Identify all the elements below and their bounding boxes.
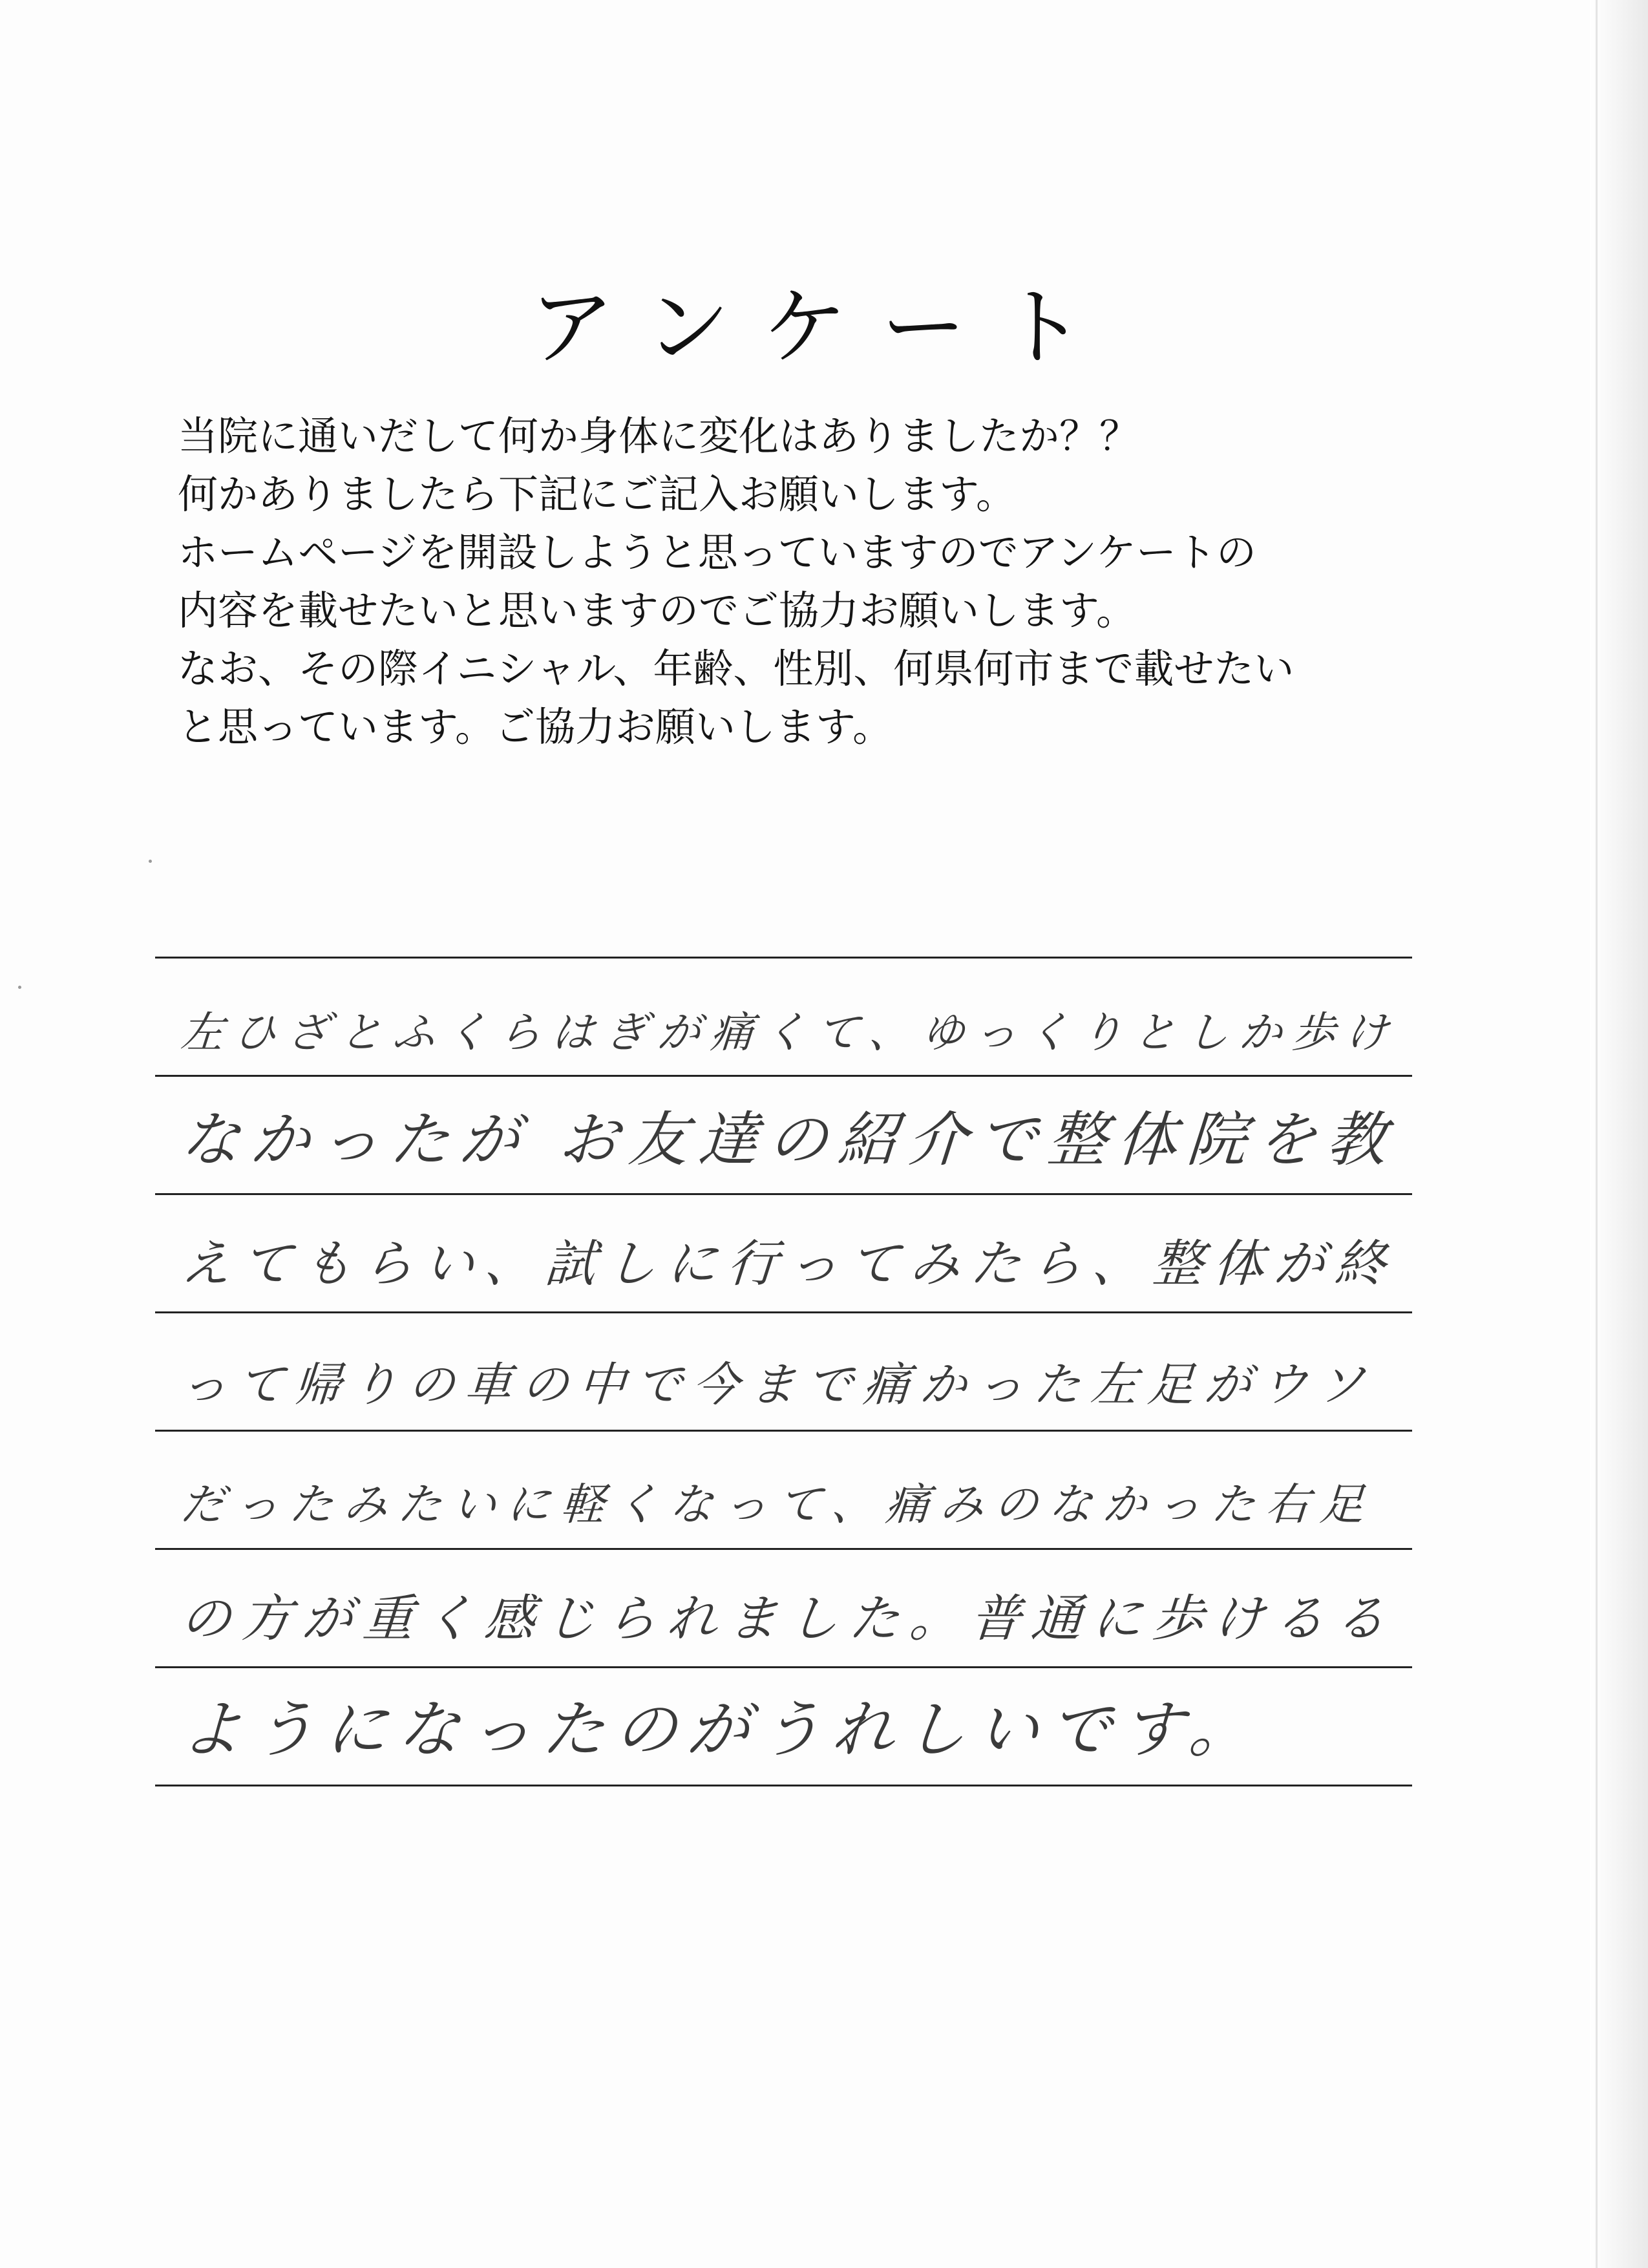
handwritten-text: の方が重く感じられました。普通に歩けるる bbox=[178, 1590, 1398, 1648]
scan-speck bbox=[18, 986, 21, 989]
handwritten-text: えてもらい、試しに行ってみたら、整体が終 bbox=[178, 1235, 1398, 1293]
answer-line bbox=[155, 959, 1412, 1077]
answer-line bbox=[155, 1077, 1412, 1195]
handwritten-text: だったみたいに軽くなって、痛みのなかった右足 bbox=[178, 1479, 1376, 1531]
intro-line: と思っています。ご協力お願いします。 bbox=[178, 703, 893, 750]
intro-text bbox=[178, 407, 1470, 756]
handwritten-text: なかったが お友達の紹介で整体院を教 bbox=[178, 1105, 1399, 1174]
intro-line: 内容を載せたいと思いますのでご協力お願いします。 bbox=[178, 587, 1137, 634]
answer-line bbox=[155, 1668, 1412, 1786]
intro-line: 当院に通いだして何か身体に変化はありましたか？？ bbox=[178, 412, 1140, 460]
answer-line bbox=[155, 1195, 1412, 1313]
answer-line bbox=[155, 1550, 1412, 1668]
intro-line: ホームページを開設しようと思っていますのでアンケートの bbox=[178, 529, 1257, 576]
answer-line bbox=[155, 1313, 1412, 1432]
handwritten-answer-area bbox=[155, 957, 1412, 1786]
intro-line: 何かありましたら下記にご記入お願いします。 bbox=[178, 471, 1017, 518]
answer-line bbox=[155, 1432, 1412, 1550]
intro-line: なお、その際イニシャル、年齢、性別、何県何市まで載せたい bbox=[178, 645, 1294, 692]
handwritten-text: って帰りの車の中で今まで痛かった左足がウソ bbox=[178, 1357, 1377, 1412]
scan-speck bbox=[149, 860, 152, 863]
handwritten-text: ようになったのがうれしいです。 bbox=[178, 1693, 1264, 1766]
form-title: アンケート bbox=[529, 278, 1119, 377]
handwritten-text: 左ひざとふくらはぎが痛くて、ゆっくりとしか歩け bbox=[178, 1008, 1400, 1057]
